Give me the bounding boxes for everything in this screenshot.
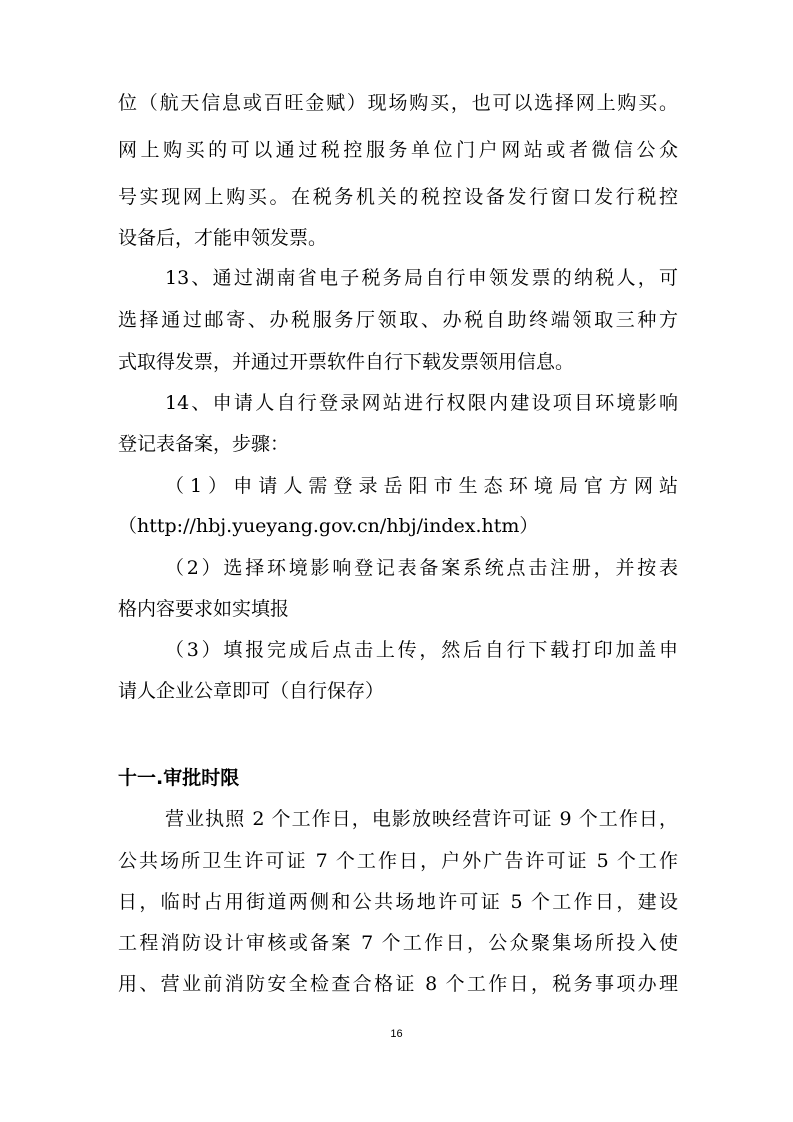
paragraph-line: （1）申请人需登录岳阳市生态环境局官方网站 xyxy=(165,475,678,497)
paragraph-line: 公共场所卫生许可证 7 个工作日，户外广告许可证 5 个工作 xyxy=(118,850,678,872)
paragraph-line: 请人企业公章即可（自行保存） xyxy=(118,680,385,702)
paragraph-line: 用、营业前消防安全检查合格证 8 个工作日，税务事项办理 xyxy=(118,973,678,995)
paragraph-line: 营业执照 2 个工作日，电影放映经营许可证 9 个工作日， xyxy=(165,808,678,830)
page-number: 16 xyxy=(390,1028,403,1040)
paragraph-line: 网上购买的可以通过税控服务单位门户网站或者微信公众 xyxy=(118,139,678,161)
paragraph-line: 工程消防设计审核或备案 7 个工作日，公众聚集场所投入使 xyxy=(118,932,678,954)
paragraph-line: （3）填报完成后点击上传，然后自行下载打印加盖申 xyxy=(165,639,678,661)
paragraph-line: 日，临时占用街道两侧和公共场地许可证 5 个工作日，建设 xyxy=(118,891,678,913)
section-heading: 十一.审批时限 xyxy=(118,767,240,789)
url-line: （http://hbj.yueyang.gov.cn/hbj/index.htm） xyxy=(118,515,539,537)
paragraph-line: 号实现网上购买。在税务机关的税控设备发行窗口发行税控 xyxy=(118,186,678,208)
paragraph-line: （2）选择环境影响登记表备案系统点击注册，并按表 xyxy=(165,557,678,579)
paragraph-line: 13、通过湖南省电子税务局自行申领发票的纳税人，可 xyxy=(165,267,678,289)
paragraph-line: 14、申请人自行登录网站进行权限内建设项目环境影响 xyxy=(165,392,678,414)
paragraph-line: 式取得发票，并通过开票软件自行下载发票领用信息。 xyxy=(118,351,575,373)
paragraph-line: 选择通过邮寄、办税服务厅领取、办税自助终端领取三种方 xyxy=(118,309,678,331)
paragraph-line: 设备后，才能申领发票。 xyxy=(118,227,328,249)
paragraph-line: 登记表备案，步骤： xyxy=(118,433,290,455)
paragraph-line: 位（航天信息或百旺金赋）现场购买，也可以选择网上购买。 xyxy=(118,92,678,114)
paragraph-line: 格内容要求如实填报 xyxy=(118,598,290,620)
